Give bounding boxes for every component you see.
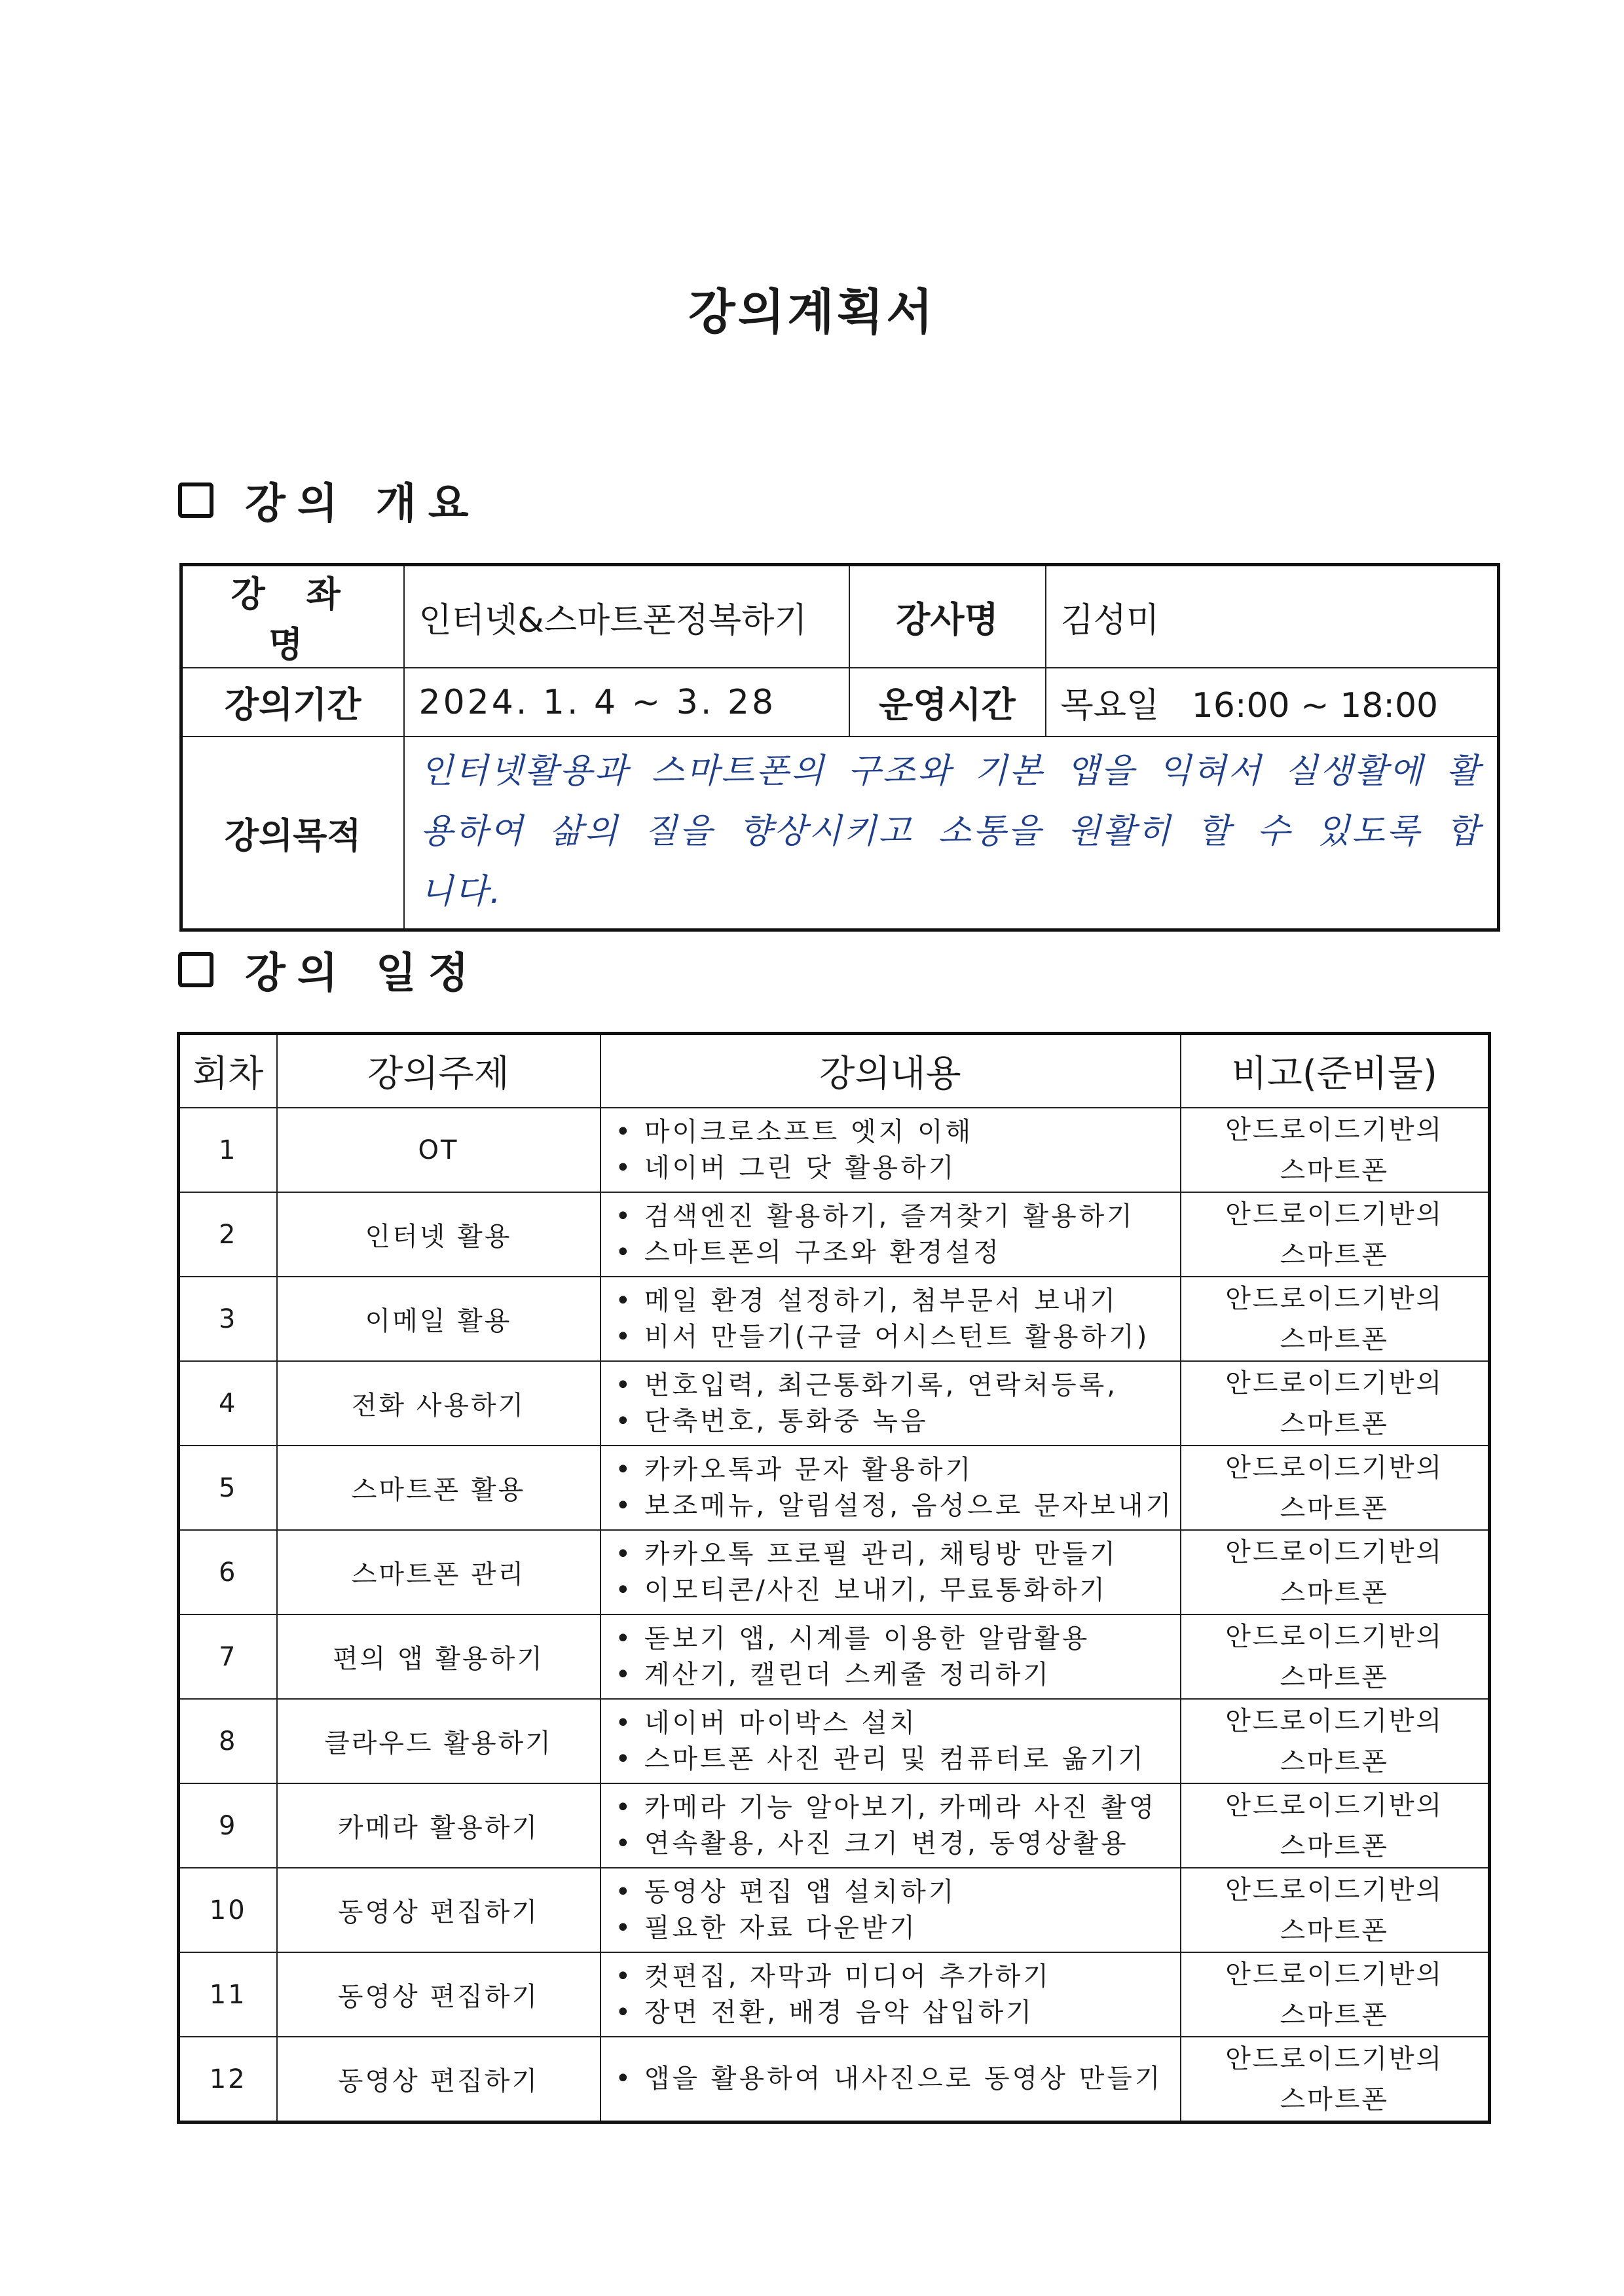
session-content [600,1446,1181,1530]
note-line: 안드로이드기반의 [1225,2043,1444,2074]
list-item-text: 카카오톡 프로필 관리, 채팅방 만들기 [644,1539,1118,1569]
overview-row-purpose [181,737,1499,930]
content-list [616,1959,1179,2031]
table-row [179,1614,1490,1699]
session-content [600,1614,1181,1699]
note-line: 안드로이드기반의 [1225,1537,1444,1567]
col-header-content: 강의내용 [600,1034,1181,1108]
session-note [1181,1868,1490,1952]
session-note [1181,1192,1490,1277]
note-line: 안드로이드기반의 [1225,1114,1444,1145]
note-line: 안드로이드기반의 [1225,1959,1444,1990]
note-line: 스마트폰 [1280,1831,1390,1861]
purpose-label: 강의목적 [181,737,404,930]
list-item-text: 이모티콘/사진 보내기, 무료통화하기 [644,1575,1108,1605]
note-line: 안드로이드기반의 [1225,1368,1444,1398]
schedule-body [179,1108,1490,2123]
list-item-text: 검색엔진 활용하기, 즐겨찾기 활용하기 [644,1201,1135,1231]
session-number: 1 [179,1108,277,1192]
session-content [600,1699,1181,1783]
list-item [616,1657,1179,1693]
list-item [616,1705,1179,1741]
table-row [179,1530,1490,1614]
col-header-note: 비고(준비물) [1181,1034,1490,1108]
session-content [600,1192,1181,1277]
list-item [616,1826,1179,1862]
session-topic: 이메일 활용 [277,1277,600,1361]
list-item [616,1995,1179,2031]
note-line: 스마트폰 [1280,1408,1390,1439]
list-item [616,1235,1179,1271]
note-line: 스마트폰 [1280,1577,1390,1608]
session-number: 6 [179,1530,277,1614]
session-number: 10 [179,1868,277,1952]
list-item [616,1573,1179,1609]
checkbox-square-icon [178,483,213,518]
note-line: 안드로이드기반의 [1225,1452,1444,1483]
table-row [179,1277,1490,1361]
session-topic: 클라우드 활용하기 [277,1699,600,1783]
note-line: 스마트폰 [1280,1915,1390,1946]
session-note [1181,1783,1490,1868]
table-row [179,1361,1490,1446]
note-line: 스마트폰 [1280,1662,1390,1692]
page-title: 강의계획서 [688,284,936,340]
overview-heading [178,470,481,530]
note-line: 스마트폰 [1280,1239,1390,1270]
content-list [616,1199,1179,1271]
list-item-text: 장면 전환, 배경 음악 삽입하기 [644,1997,1035,2028]
table-row [179,1108,1490,1192]
list-item-text: 비서 만들기(구글 어시스턴트 활용하기) [644,1321,1150,1352]
overview-table [179,563,1500,932]
session-note [1181,1952,1490,2037]
list-item [616,1199,1179,1235]
note-line: 안드로이드기반의 [1225,1705,1444,1736]
session-topic: 스마트폰 관리 [277,1530,600,1614]
note-line: 안드로이드기반의 [1225,1199,1444,1230]
session-topic: 전화 사용하기 [277,1361,600,1446]
col-header-topic: 강의주제 [277,1034,600,1108]
content-list [616,1537,1179,1609]
note-line: 스마트폰 [1280,1746,1390,1777]
list-item [616,2061,1179,2097]
session-topic: 편의 앱 활용하기 [277,1614,600,1699]
session-content [600,1108,1181,1192]
session-topic: OT [277,1108,600,1192]
content-list [616,1368,1179,1440]
session-content [600,1868,1181,1952]
note-line: 스마트폰 [1280,1155,1390,1186]
session-number: 7 [179,1614,277,1699]
session-number: 5 [179,1446,277,1530]
note-line: 안드로이드기반의 [1225,1283,1444,1314]
table-row [179,1699,1490,1783]
session-content [600,1952,1181,2037]
list-item-text: 네이버 그린 닷 활용하기 [644,1152,957,1183]
session-number: 11 [179,1952,277,2037]
list-item [616,1621,1179,1657]
session-note [1181,2037,1490,2123]
session-topic: 동영상 편집하기 [277,1868,600,1952]
list-item [616,1452,1179,1488]
list-item-text: 카카오톡과 문자 활용하기 [644,1454,974,1485]
table-row [179,1783,1490,1868]
content-list [616,2061,1179,2097]
table-row [179,1446,1490,1530]
list-item-text: 필요한 자료 다운받기 [644,1912,918,1943]
session-note [1181,1446,1490,1530]
note-line: 안드로이드기반의 [1225,1621,1444,1652]
list-item [616,1959,1179,1995]
session-topic: 스마트폰 활용 [277,1446,600,1530]
session-number: 4 [179,1361,277,1446]
session-topic: 동영상 편집하기 [277,2037,600,2123]
checkbox-square-icon [178,952,213,987]
session-number: 9 [179,1783,277,1868]
list-item-text: 카메라 기능 알아보기, 카메라 사진 촬영 [644,1792,1157,1823]
list-item-text: 돋보기 앱, 시계를 이용한 알람활용 [644,1623,1090,1654]
list-item-text: 컷편집, 자막과 미디어 추가하기 [644,1961,1051,1992]
schedule-heading-label: 강의 일정 [245,949,481,998]
list-item [616,1404,1179,1440]
list-item [616,1150,1179,1186]
table-row [179,1192,1490,1277]
list-item-text: 번호입력, 최근통화기록, 연락처등록, [644,1370,1118,1400]
period-label: 강의기간 [181,668,404,737]
note-line: 안드로이드기반의 [1225,1790,1444,1821]
list-item [616,1114,1179,1150]
session-content [600,2037,1181,2123]
list-item [616,1319,1179,1355]
overview-row-course [181,565,1499,668]
list-item [616,1368,1179,1404]
list-item [616,1741,1179,1777]
session-note [1181,1277,1490,1361]
table-row [179,1952,1490,2037]
note-line: 스마트폰 [1280,1324,1390,1355]
session-content [600,1783,1181,1868]
list-item [616,1790,1179,1826]
list-item [616,1537,1179,1573]
list-item-text: 연속촬용, 사진 크기 변경, 동영상촬용 [644,1828,1129,1859]
session-topic: 인터넷 활용 [277,1192,600,1277]
note-line: 스마트폰 [1280,2084,1390,2115]
session-content [600,1530,1181,1614]
list-item-text: 메일 환경 설정하기, 첨부문서 보내기 [644,1285,1118,1316]
content-list [616,1621,1179,1693]
table-row [179,1868,1490,1952]
list-item-text: 스마트폰의 구조와 환경설정 [644,1237,1001,1267]
instructor-label: 강사명 [849,565,1046,668]
session-content [600,1361,1181,1446]
course-name-value: 인터넷&스마트폰정복하기 [404,565,849,668]
content-list [616,1452,1179,1524]
content-list [616,1874,1179,1946]
list-item [616,1283,1179,1319]
content-list [616,1705,1179,1777]
session-note [1181,1108,1490,1192]
overview-heading-label: 강의 개요 [245,479,481,528]
note-line: 안드로이드기반의 [1225,1874,1444,1905]
content-list [616,1283,1179,1355]
session-number: 8 [179,1699,277,1783]
list-item-text: 네이버 마이박스 설치 [644,1707,918,1738]
hours-value: 목요일 16:00 ~ 18:00 [1046,668,1499,737]
session-note [1181,1699,1490,1783]
purpose-value: 인터넷활용과 스마트폰의 구조와 기본 앱을 익혀서 실생활에 활용하여 삶의 질을 향상시키고 소통을 원활히 할 수 있도록 합니다. [404,737,1499,930]
list-item-text: 보조메뉴, 알림설정, 음성으로 문자보내기 [644,1490,1174,1521]
schedule-heading [178,939,481,1000]
session-topic: 카메라 활용하기 [277,1783,600,1868]
session-number: 2 [179,1192,277,1277]
hours-label: 운영시간 [849,668,1046,737]
list-item-text: 동영상 편집 앱 설치하기 [644,1876,957,1907]
list-item [616,1488,1179,1524]
period-value: 2024. 1. 4 ~ 3. 28 [404,668,849,737]
session-note [1181,1530,1490,1614]
schedule-table [177,1032,1491,2124]
list-item-text: 단축번호, 통화중 녹음 [644,1406,929,1436]
note-line: 스마트폰 [1280,1999,1390,2030]
session-number: 3 [179,1277,277,1361]
session-note [1181,1614,1490,1699]
session-number: 12 [179,2037,277,2123]
overview-row-period [181,668,1499,737]
content-list [616,1790,1179,1862]
session-content [600,1277,1181,1361]
col-header-session: 회차 [179,1034,277,1108]
list-item [616,1874,1179,1910]
list-item-text: 계산기, 캘린더 스케줄 정리하기 [644,1659,1051,1690]
content-list [616,1114,1179,1186]
session-note [1181,1361,1490,1446]
list-item-text: 앱을 활용하여 내사진으로 동영상 만들기 [644,2064,1163,2094]
course-name-label: 강 좌 명 [181,565,404,668]
session-topic: 동영상 편집하기 [277,1952,600,2037]
list-item [616,1910,1179,1946]
list-item-text: 마이크로소프트 엣지 이해 [644,1116,974,1147]
schedule-header-row [179,1034,1490,1108]
instructor-value: 김성미 [1046,565,1499,668]
table-row [179,2037,1490,2123]
list-item-text: 스마트폰 사진 관리 및 컴퓨터로 옮기기 [644,1743,1146,1774]
note-line: 스마트폰 [1280,1493,1390,1523]
